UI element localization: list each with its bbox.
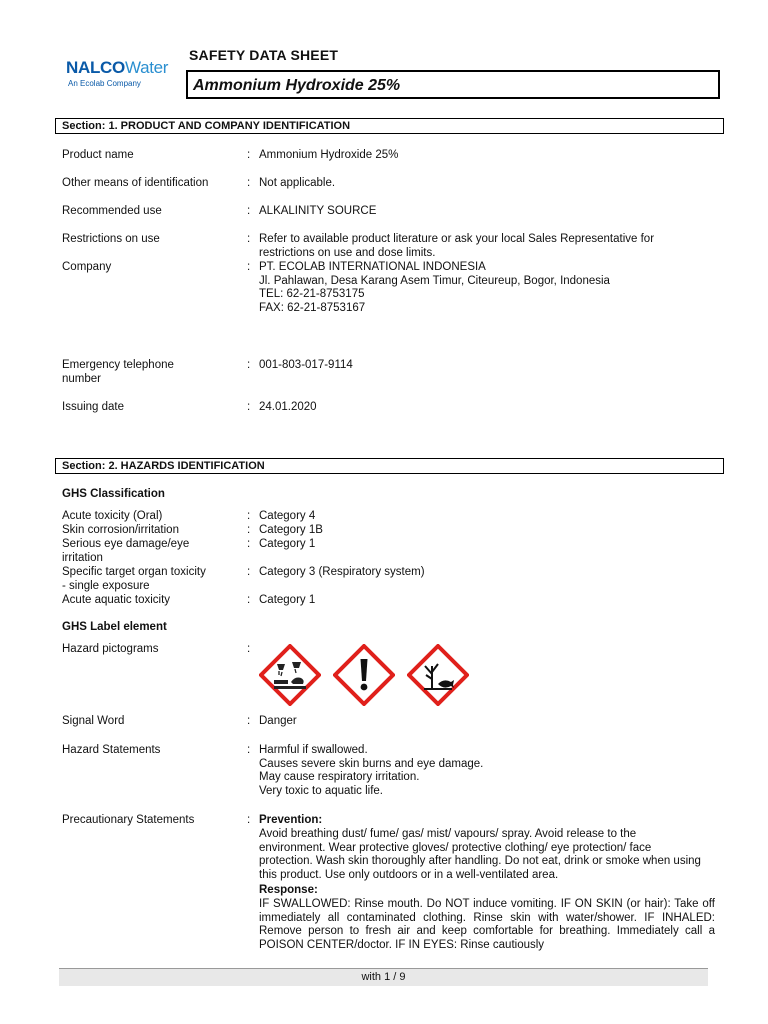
colon: :	[247, 814, 251, 826]
colon: :	[247, 744, 251, 756]
other-identification-label: Other means of identification	[62, 177, 209, 189]
response-text: IF SWALLOWED: Rinse mouth. Do NOT induce vomiting. IF ON SKIN (or hair): Take off immediately all contaminated clothing. Rinse skin with water/shower. IF INHALED: Remove person to fresh air and keep comfortable for breathing. Immediately call a POISON CENTER/doctor. IF IN EYES: Rinse cautiously	[259, 898, 715, 951]
restrictions-value: Refer to available product literature or ask your local Sales Representative for restrictions on use and dose limits.	[259, 233, 655, 259]
colon: :	[247, 359, 251, 371]
colon: :	[247, 643, 251, 655]
colon: :	[247, 715, 251, 727]
logo-brand-suffix: Water	[124, 58, 169, 77]
classification-label: Specific target organ toxicity - single exposure	[62, 566, 206, 592]
response-title: Response:	[259, 884, 318, 896]
product-name-label: Product name	[62, 149, 134, 161]
product-name-value: Ammonium Hydroxide 25%	[259, 149, 399, 161]
hazard-pictograms-label: Hazard pictograms	[62, 643, 159, 655]
classification-label: Acute toxicity (Oral)	[62, 510, 163, 522]
classification-label: Skin corrosion/irritation	[62, 524, 179, 536]
product-title: Ammonium Hydroxide 25%	[193, 77, 401, 94]
issuing-date-value: 24.01.2020	[259, 401, 317, 413]
emergency-telephone-label: Emergency telephone number	[62, 359, 174, 385]
classification-value: Category 1	[259, 594, 316, 606]
classification-value: Category 3 (Respiratory system)	[259, 566, 425, 578]
section-1-header	[55, 118, 724, 134]
section-2-header	[55, 458, 724, 474]
issuing-date-label: Issuing date	[62, 401, 125, 413]
prevention-title: Prevention:	[259, 814, 323, 826]
colon: :	[247, 177, 251, 189]
colon: :	[247, 205, 251, 217]
colon: :	[247, 510, 251, 522]
page-indicator: with 1 / 9	[361, 971, 406, 983]
company-value: PT. ECOLAB INTERNATIONAL INDONESIA Jl. Pahlawan, Desa Karang Asem Timur, Citeureup, Bogor, Indonesia TEL: 62-21-8753175 FAX: 62-21-8753167	[259, 261, 610, 314]
colon: :	[247, 538, 251, 550]
classification-label: Serious eye damage/eye irritation	[62, 538, 190, 564]
document-type: SAFETY DATA SHEET	[189, 47, 339, 63]
colon: :	[247, 261, 251, 273]
other-identification-value: Not applicable.	[259, 177, 336, 189]
company-label: Company	[62, 261, 112, 273]
page-footer	[59, 968, 708, 986]
signal-word-value: Danger	[259, 715, 297, 727]
prevention-text: Avoid breathing dust/ fume/ gas/ mist/ vapours/ spray. Avoid release to the environment. Wear protective gloves/ protective clothing/ eye protection/ face protection. Wash skin thoroughly after handling. Do not eat, drink or smoke when using this product. Use only outdoors or in a well-ventilated area.	[259, 828, 701, 881]
logo-subtitle: An Ecolab Company	[68, 79, 141, 88]
company-logo	[66, 58, 178, 90]
colon: :	[247, 233, 251, 245]
colon: :	[247, 524, 251, 536]
colon: :	[247, 566, 251, 578]
environment-icon	[407, 644, 469, 706]
product-title-box	[186, 70, 720, 99]
restrictions-label: Restrictions on use	[62, 233, 160, 245]
section-1-title: Section: 1. PRODUCT AND COMPANY IDENTIFICATION	[62, 120, 351, 132]
section-2-title: Section: 2. HAZARDS IDENTIFICATION	[62, 460, 265, 472]
classification-label: Acute aquatic toxicity	[62, 594, 171, 606]
colon: :	[247, 401, 251, 413]
recommended-use-label: Recommended use	[62, 205, 162, 217]
ghs-label-element-title: GHS Label element	[62, 621, 167, 633]
hazard-statements-value: Harmful if swallowed. Causes severe skin burns and eye damage. May cause respiratory irritation. Very toxic to aquatic life.	[259, 744, 484, 797]
hazard-statements-label: Hazard Statements	[62, 744, 161, 756]
emergency-telephone-value: 001-803-017-9114	[259, 359, 353, 371]
colon: :	[247, 594, 251, 606]
colon: :	[247, 149, 251, 161]
recommended-use-value: ALKALINITY SOURCE	[259, 205, 377, 217]
precautionary-statements-label: Precautionary Statements	[62, 814, 195, 826]
signal-word-label: Signal Word	[62, 715, 125, 727]
classification-value: Category 1	[259, 538, 316, 550]
corrosion-icon	[259, 644, 321, 706]
classification-value: Category 4	[259, 510, 316, 522]
exclamation-mark-icon	[333, 644, 395, 706]
classification-value: Category 1B	[259, 524, 323, 536]
logo-brand: NALCO	[66, 58, 125, 77]
ghs-classification-title: GHS Classification	[62, 488, 165, 500]
